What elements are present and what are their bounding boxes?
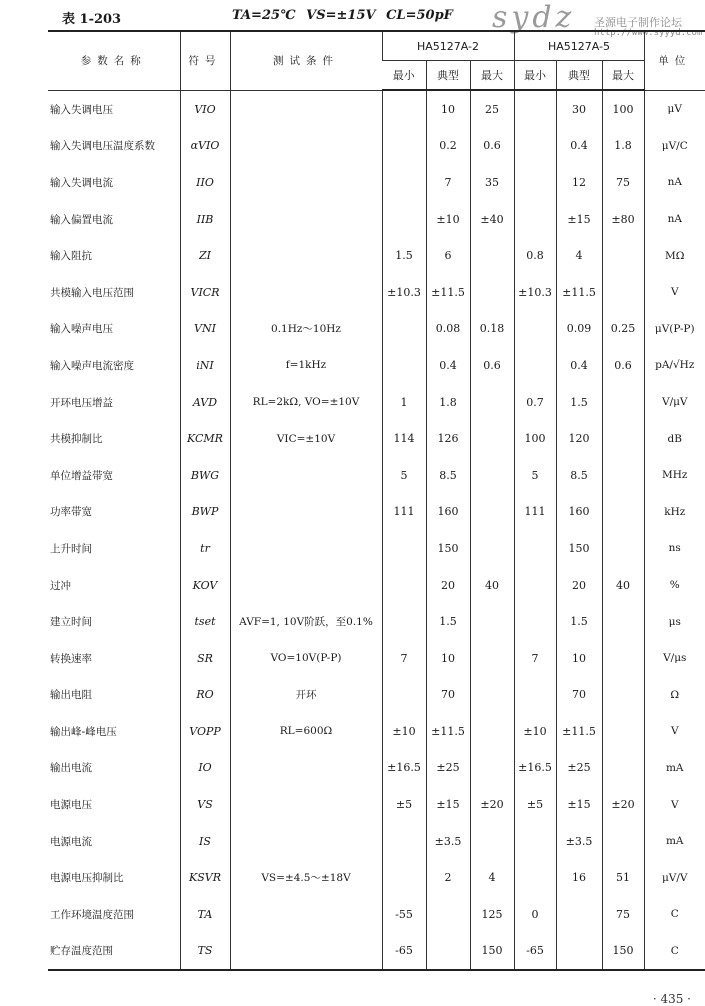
sub-header-min: 最小: [514, 61, 556, 91]
symbol: ZI: [180, 237, 230, 274]
unit: μV/V: [644, 859, 705, 896]
unit: μV/C: [644, 128, 705, 165]
symbol: BWP: [180, 494, 230, 531]
table-row: [48, 859, 705, 896]
min-value: [514, 347, 556, 384]
test-condition: [230, 274, 382, 311]
table-row: [48, 786, 705, 823]
col-header-condition: 测试条件: [230, 31, 382, 90]
symbol: IO: [180, 750, 230, 787]
test-condition: 0.1Hz～10Hz: [230, 311, 382, 348]
param-name: 贮存温度范围: [48, 933, 180, 971]
min-value: 100: [514, 420, 556, 457]
param-name: 输入噪声电流密度: [50, 359, 134, 372]
table-row: [48, 274, 705, 311]
test-condition: RL=600Ω: [230, 713, 382, 750]
max-value: 150: [602, 933, 644, 971]
max-value: [470, 420, 514, 457]
min-value: ±10: [382, 713, 426, 750]
table-row: [48, 896, 705, 933]
typ-value: 30: [556, 90, 602, 128]
param-name: 工作环境温度范围: [50, 908, 134, 921]
max-value: [602, 677, 644, 714]
max-value: [470, 640, 514, 677]
typ-value: 16: [556, 859, 602, 896]
typ-value: 0.4: [556, 347, 602, 384]
table-row: [48, 640, 705, 677]
test-condition: VIC=±10V: [230, 420, 382, 457]
max-value: 0.6: [602, 347, 644, 384]
symbol: VS: [180, 786, 230, 823]
max-value: [470, 713, 514, 750]
typ-value: 2: [426, 859, 470, 896]
max-value: [602, 384, 644, 421]
spec-table-body: [48, 90, 705, 970]
test-condition: [230, 201, 382, 238]
typ-value: 150: [556, 530, 602, 567]
test-condition: [230, 90, 382, 128]
typ-value: ±11.5: [556, 713, 602, 750]
min-value: [382, 128, 426, 165]
header-row-1: [48, 31, 705, 61]
max-value: [470, 274, 514, 311]
max-value: 1.8: [602, 128, 644, 165]
typ-value: 0.2: [426, 128, 470, 165]
max-value: [602, 713, 644, 750]
max-value: [602, 603, 644, 640]
table-row: [48, 750, 705, 787]
min-value: ±5: [382, 786, 426, 823]
symbol: VICR: [180, 274, 230, 311]
test-condition: [230, 750, 382, 787]
param-name: 输入失调电压: [50, 103, 113, 116]
device-header-1: HA5127A-2: [382, 31, 514, 61]
max-value: 0.6: [470, 128, 514, 165]
min-value: [382, 201, 426, 238]
param-name: 共模抑制比: [50, 433, 103, 446]
param-name: 电源电压抑制比: [50, 872, 124, 885]
min-value: [382, 164, 426, 201]
max-value: [602, 274, 644, 311]
test-condition: 开环: [230, 677, 382, 714]
symbol: SR: [180, 640, 230, 677]
typ-value: 8.5: [556, 457, 602, 494]
unit: V: [644, 713, 705, 750]
max-value: [602, 530, 644, 567]
col-header-symbol: 符号: [180, 31, 230, 90]
unit: μV(P-P): [644, 311, 705, 348]
table-row: [48, 823, 705, 860]
typ-value: 10: [556, 640, 602, 677]
typ-value: [556, 896, 602, 933]
typ-value: [426, 896, 470, 933]
sub-header-max: 最大: [602, 61, 644, 91]
max-value: ±80: [602, 201, 644, 238]
max-value: [602, 457, 644, 494]
min-value: [514, 128, 556, 165]
max-value: 35: [470, 164, 514, 201]
table-row: [48, 530, 705, 567]
typ-value: ±11.5: [556, 274, 602, 311]
unit: %: [644, 567, 705, 604]
table-row: [48, 567, 705, 604]
symbol: BWG: [180, 457, 230, 494]
table-row: [48, 347, 705, 384]
symbol: KOV: [180, 567, 230, 604]
min-value: [382, 567, 426, 604]
min-value: 5: [382, 457, 426, 494]
test-condition: AVF=1, 10V阶跃，至0.1%: [230, 603, 382, 640]
max-value: 51: [602, 859, 644, 896]
min-value: [514, 164, 556, 201]
min-value: ±10: [514, 713, 556, 750]
table-row: [48, 201, 705, 238]
min-value: [514, 603, 556, 640]
max-value: [470, 457, 514, 494]
max-value: 0.6: [470, 347, 514, 384]
typ-value: 0.09: [556, 311, 602, 348]
max-value: [470, 384, 514, 421]
max-value: [602, 237, 644, 274]
param-name: 输出电阻: [50, 689, 92, 702]
min-value: 1: [382, 384, 426, 421]
min-value: [382, 677, 426, 714]
min-value: [382, 530, 426, 567]
typ-value: 126: [426, 420, 470, 457]
typ-value: 20: [556, 567, 602, 604]
min-value: [514, 201, 556, 238]
min-value: [514, 823, 556, 860]
table-row: [48, 128, 705, 165]
param-name: 电源电压: [50, 799, 92, 812]
unit: V/μs: [644, 640, 705, 677]
min-value: -65: [382, 933, 426, 971]
table-row: [48, 713, 705, 750]
max-value: [602, 750, 644, 787]
min-value: [382, 823, 426, 860]
symbol: KCMR: [180, 420, 230, 457]
max-value: [602, 494, 644, 531]
test-condition: [230, 896, 382, 933]
test-condition: [230, 786, 382, 823]
spec-table: [48, 30, 705, 971]
unit: μV: [644, 90, 705, 128]
min-value: [514, 677, 556, 714]
unit: mA: [644, 750, 705, 787]
table-row: [48, 420, 705, 457]
min-value: 1.5: [382, 237, 426, 274]
min-value: ±16.5: [514, 750, 556, 787]
min-value: ±5: [514, 786, 556, 823]
max-value: [470, 237, 514, 274]
unit: V: [644, 786, 705, 823]
table-row: [48, 603, 705, 640]
max-value: 75: [602, 164, 644, 201]
param-name: 转换速率: [50, 652, 92, 665]
symbol: IS: [180, 823, 230, 860]
test-condition: [230, 567, 382, 604]
unit: dB: [644, 420, 705, 457]
typ-value: 1.5: [426, 603, 470, 640]
symbol: VOPP: [180, 713, 230, 750]
typ-value: 1.5: [556, 384, 602, 421]
symbol: VNI: [180, 311, 230, 348]
typ-value: 8.5: [426, 457, 470, 494]
typ-value: 120: [556, 420, 602, 457]
min-value: [382, 347, 426, 384]
param-name: 输出峰-峰电压: [50, 725, 117, 738]
unit: kHz: [644, 494, 705, 531]
min-value: -65: [514, 933, 556, 971]
min-value: [382, 90, 426, 128]
typ-value: 1.8: [426, 384, 470, 421]
typ-value: ±3.5: [556, 823, 602, 860]
typ-value: 10: [426, 640, 470, 677]
unit: μs: [644, 603, 705, 640]
typ-value: ±15: [556, 786, 602, 823]
test-condition: [230, 933, 382, 971]
typ-value: ±11.5: [426, 274, 470, 311]
max-value: [470, 677, 514, 714]
max-value: [470, 823, 514, 860]
max-value: ±20: [470, 786, 514, 823]
max-value: 75: [602, 896, 644, 933]
sub-header-typ: 典型: [556, 61, 602, 91]
symbol: tr: [180, 530, 230, 567]
typ-value: [426, 933, 470, 971]
unit: C: [644, 933, 705, 971]
typ-value: ±15: [426, 786, 470, 823]
min-value: 7: [514, 640, 556, 677]
max-value: ±20: [602, 786, 644, 823]
typ-value: ±25: [556, 750, 602, 787]
max-value: 0.18: [470, 311, 514, 348]
typ-value: ±25: [426, 750, 470, 787]
param-name: 过冲: [50, 579, 71, 592]
col-header-param: 参数名称: [48, 31, 180, 90]
max-value: 150: [470, 933, 514, 971]
min-value: [514, 311, 556, 348]
min-value: [514, 567, 556, 604]
symbol: IIB: [180, 201, 230, 238]
min-value: ±10.3: [514, 274, 556, 311]
param-name: 输入失调电流: [50, 176, 113, 189]
test-condition: [230, 530, 382, 567]
symbol: IIO: [180, 164, 230, 201]
unit: V/μV: [644, 384, 705, 421]
max-value: [602, 420, 644, 457]
table-row: [48, 164, 705, 201]
typ-value: ±11.5: [426, 713, 470, 750]
test-condition: [230, 457, 382, 494]
typ-value: ±10: [426, 201, 470, 238]
max-value: [470, 494, 514, 531]
param-name: 开环电压增益: [50, 396, 113, 409]
unit: nA: [644, 164, 705, 201]
typ-value: 160: [426, 494, 470, 531]
typ-value: 70: [426, 677, 470, 714]
min-value: [514, 90, 556, 128]
symbol: VIO: [180, 90, 230, 128]
unit: Ω: [644, 677, 705, 714]
typ-value: ±3.5: [426, 823, 470, 860]
min-value: 0.7: [514, 384, 556, 421]
param-name: 输入偏置电流: [50, 213, 113, 226]
table-row: [48, 457, 705, 494]
typ-value: 70: [556, 677, 602, 714]
min-value: [382, 603, 426, 640]
typ-value: [556, 933, 602, 971]
typ-value: 160: [556, 494, 602, 531]
max-value: [602, 823, 644, 860]
max-value: 100: [602, 90, 644, 128]
test-condition: [230, 237, 382, 274]
max-value: 4: [470, 859, 514, 896]
test-conditions: TA=25℃ VS=±15V CL=50pF: [232, 8, 453, 23]
min-value: 0: [514, 896, 556, 933]
min-value: 111: [514, 494, 556, 531]
symbol: AVD: [180, 384, 230, 421]
typ-value: 7: [426, 164, 470, 201]
table-row: [48, 237, 705, 274]
param-name: 输入噪声电压: [50, 323, 113, 336]
table-number: 表 1-203: [62, 12, 122, 27]
min-value: [514, 530, 556, 567]
min-value: -55: [382, 896, 426, 933]
min-value: ±10.3: [382, 274, 426, 311]
test-condition: [230, 164, 382, 201]
typ-value: 10: [426, 90, 470, 128]
watermark-url: http://www.syyyd.com: [594, 28, 703, 38]
param-name: 建立时间: [50, 616, 92, 629]
test-condition: [230, 128, 382, 165]
max-value: [470, 750, 514, 787]
param-name: 共模输入电压范围: [50, 286, 134, 299]
max-value: 0.25: [602, 311, 644, 348]
typ-value: 20: [426, 567, 470, 604]
symbol: αVIO: [180, 128, 230, 165]
min-value: 5: [514, 457, 556, 494]
test-condition: VS=±4.5～±18V: [230, 859, 382, 896]
param-name: 输出电流: [50, 762, 92, 775]
device-header-2: HA5127A-5: [514, 31, 644, 61]
max-value: 125: [470, 896, 514, 933]
max-value: 25: [470, 90, 514, 128]
sub-header-typ: 典型: [426, 61, 470, 91]
watermark-logo: sydz: [492, 0, 576, 35]
min-value: 111: [382, 494, 426, 531]
unit: nA: [644, 201, 705, 238]
min-value: [382, 311, 426, 348]
symbol: tset: [180, 603, 230, 640]
unit: V: [644, 274, 705, 311]
symbol: KSVR: [180, 859, 230, 896]
table-row: [48, 933, 705, 971]
test-condition: RL=2kΩ, VO=±10V: [230, 384, 382, 421]
unit: MHz: [644, 457, 705, 494]
max-value: [470, 530, 514, 567]
typ-value: 150: [426, 530, 470, 567]
param-name: 输入失调电压温度系数: [50, 140, 155, 153]
param-name: 上升时间: [50, 542, 92, 555]
sub-header-max: 最大: [470, 61, 514, 91]
sub-header-min: 最小: [382, 61, 426, 91]
table-row: [48, 677, 705, 714]
min-value: 7: [382, 640, 426, 677]
param-name: 功率带宽: [50, 506, 92, 519]
unit: pA/√Hz: [644, 347, 705, 384]
table-row: [48, 494, 705, 531]
param-name: 电源电流: [50, 835, 92, 848]
table-row: [48, 311, 705, 348]
table-row: [48, 384, 705, 421]
watermark-title: 圣源电子制作论坛: [594, 16, 682, 29]
max-value: [602, 640, 644, 677]
symbol: RO: [180, 677, 230, 714]
min-value: 0.8: [514, 237, 556, 274]
symbol: TS: [180, 933, 230, 971]
param-name: 单位增益带宽: [50, 469, 113, 482]
max-value: 40: [470, 567, 514, 604]
test-condition: VO=10V(P-P): [230, 640, 382, 677]
page-number: · 435 ·: [652, 992, 691, 1006]
typ-value: 6: [426, 237, 470, 274]
test-condition: f=1kHz: [230, 347, 382, 384]
typ-value: 0.08: [426, 311, 470, 348]
symbol: TA: [180, 896, 230, 933]
min-value: [382, 859, 426, 896]
test-condition: [230, 823, 382, 860]
typ-value: 0.4: [426, 347, 470, 384]
unit: MΩ: [644, 237, 705, 274]
min-value: ±16.5: [382, 750, 426, 787]
param-name: 输入阻抗: [50, 250, 92, 263]
unit: C: [644, 896, 705, 933]
unit: mA: [644, 823, 705, 860]
max-value: [470, 603, 514, 640]
max-value: 40: [602, 567, 644, 604]
min-value: [514, 859, 556, 896]
min-value: 114: [382, 420, 426, 457]
typ-value: 1.5: [556, 603, 602, 640]
typ-value: 4: [556, 237, 602, 274]
unit: ns: [644, 530, 705, 567]
typ-value: ±15: [556, 201, 602, 238]
typ-value: 0.4: [556, 128, 602, 165]
symbol: iNI: [180, 347, 230, 384]
test-condition: [230, 494, 382, 531]
max-value: ±40: [470, 201, 514, 238]
table-row: [48, 90, 705, 128]
col-header-unit: 单位: [644, 31, 705, 90]
typ-value: 12: [556, 164, 602, 201]
